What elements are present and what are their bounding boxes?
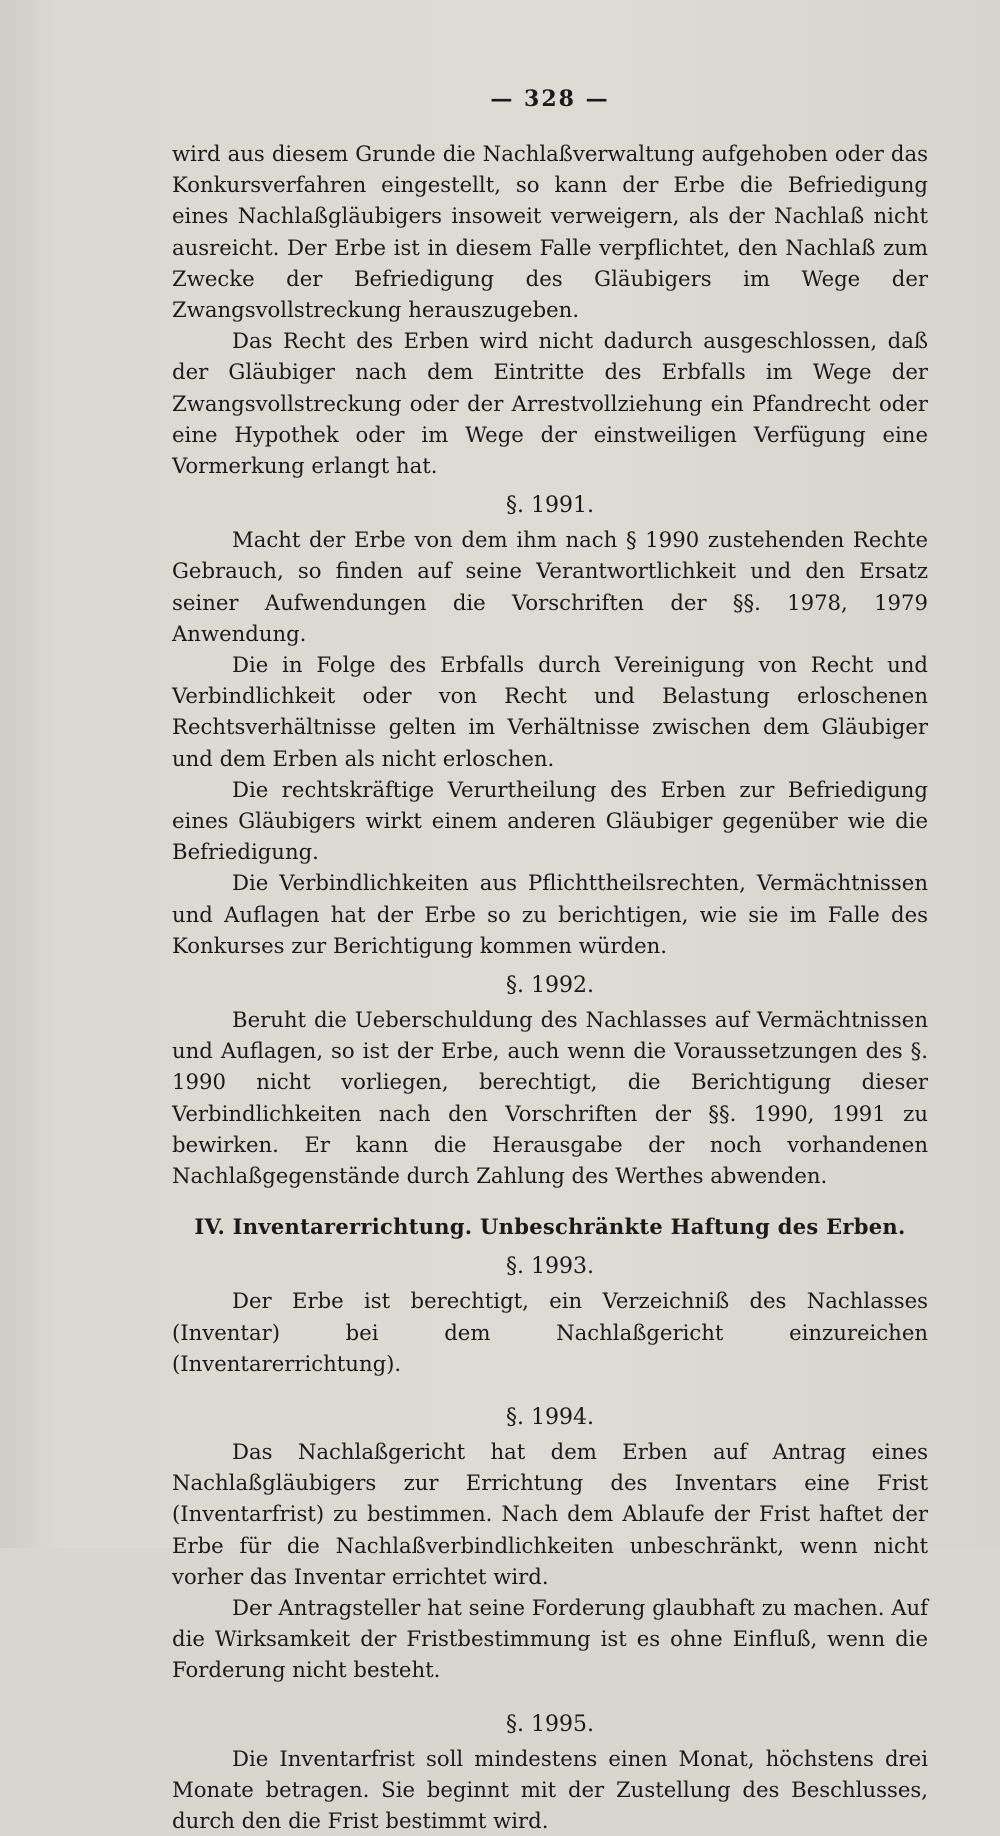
paragraph: Der Antragsteller hat seine Forderung glaubhaft zu machen. Auf die Wirksamkeit der Fristbestimmung ist es ohne Einfluß, wenn die Forderung nicht besteht. — [172, 1594, 928, 1683]
paragraph: Das Recht des Erben wird nicht dadurch ausgeschlossen, daß der Gläubiger nach dem Eintritte des Erbfalls im Wege der Zwangsvollstreckung oder der Arrestvollziehung ein Pfandrecht oder eine Hypothek oder im Wege der einstweiligen Verfügung eine Vormerkung erlangt hat. — [172, 328, 928, 479]
paragraph: Beruht die Ueberschuldung des Nachlasses auf Vermächtnissen und Auflagen, so ist der Erbe, auch wenn die Voraussetzungen des §. 1990 nicht vorliegen, berechtigt, die Berichtigung dieser Verbindlichkeiten nach den Vorschriften der §§. 1990, 1991 zu bewirken. Er kann die Herausgabe der noch vorhandenen Nachlaßgegenstände durch Zahlung des Werthes abwenden. — [172, 1007, 928, 1189]
paragraph: Die Inventarfrist soll mindestens einen Monat, höchstens drei Monate betragen. Sie beginnt mit der Zustellung des Beschlusses, durch den die Frist bestimmt wird. — [172, 1745, 928, 1833]
chapter-title: IV. Inventarerrichtung. Unbeschränkte Haftung des Erben. — [194, 1214, 906, 1240]
paragraph: Der Erbe ist berechtigt, ein Verzeichniß des Nachlasses (Inventar) bei dem Nachlaßgericht einzureichen (Inventarerrichtung). — [172, 1288, 928, 1376]
paragraph: Die rechtskräftige Verurtheilung des Erben zur Befriedigung eines Gläubigers wirkt einem anderen Gläubiger gegenüber wie die Befriedigung. — [172, 776, 928, 865]
text-body — [172, 138, 928, 1836]
page-content — [172, 86, 928, 1836]
paragraph: wird aus diesem Grunde die Nachlaßverwaltung aufgehoben oder das Konkursverfahren eingestellt, so kann der Erbe die Befriedigung eines Nachlaßgläubigers insoweit verweigern, als der Nachlaß nicht ausreicht. Der Erbe ist in diesem Falle verpflichtet, den Nachlaß zum Zwecke der Befriedigung des Gläubigers im Wege der Zwangsvollstreckung herauszugeben. — [172, 141, 928, 323]
spacer — [172, 1379, 928, 1393]
section-number-heading: §. 1991. — [506, 493, 594, 519]
paragraph: Die in Folge des Erbfalls durch Vereinigung von Recht und Verbindlichkeit oder von Recht und Belastung erloschenen Rechtsverhältnisse gelten im Verhältnisse zwischen dem Gläubiger und dem Erben als nicht erloschen. — [172, 652, 928, 771]
section-number-heading: §. 1993. — [506, 1254, 594, 1280]
paragraph: Das Nachlaßgericht hat dem Erben auf Antrag eines Nachlaßgläubigers zur Errichtung des Inventars eine Frist (Inventarfrist) zu bestimmen. Nach dem Ablaufe der Frist haftet der Erbe für die Nachlaßverbindlichkeiten unbeschränkt, wenn nicht vorher das Inventar errichtet wird. — [172, 1438, 928, 1589]
paragraph: Macht der Erbe von dem ihm nach § 1990 zustehenden Rechte Gebrauch, so finden auf seine Verantwortlichkeit und den Ersatz seiner Aufwendungen die Vorschriften der §§. 1978, 1979 Anwendung. — [172, 527, 928, 646]
spacer — [172, 1686, 928, 1700]
section-number-heading: §. 1994. — [506, 1404, 594, 1430]
section-number-heading: §. 1995. — [506, 1711, 594, 1737]
page-number: — 328 — — [490, 86, 610, 112]
section-number-heading: §. 1992. — [506, 973, 594, 999]
paragraph: Die Verbindlichkeiten aus Pflichttheilsrechten, Vermächtnissen und Auflagen hat der Erbe so zu berichtigen, wie sie im Falle des Konkurses zur Berichtigung kommen würden. — [172, 870, 928, 958]
